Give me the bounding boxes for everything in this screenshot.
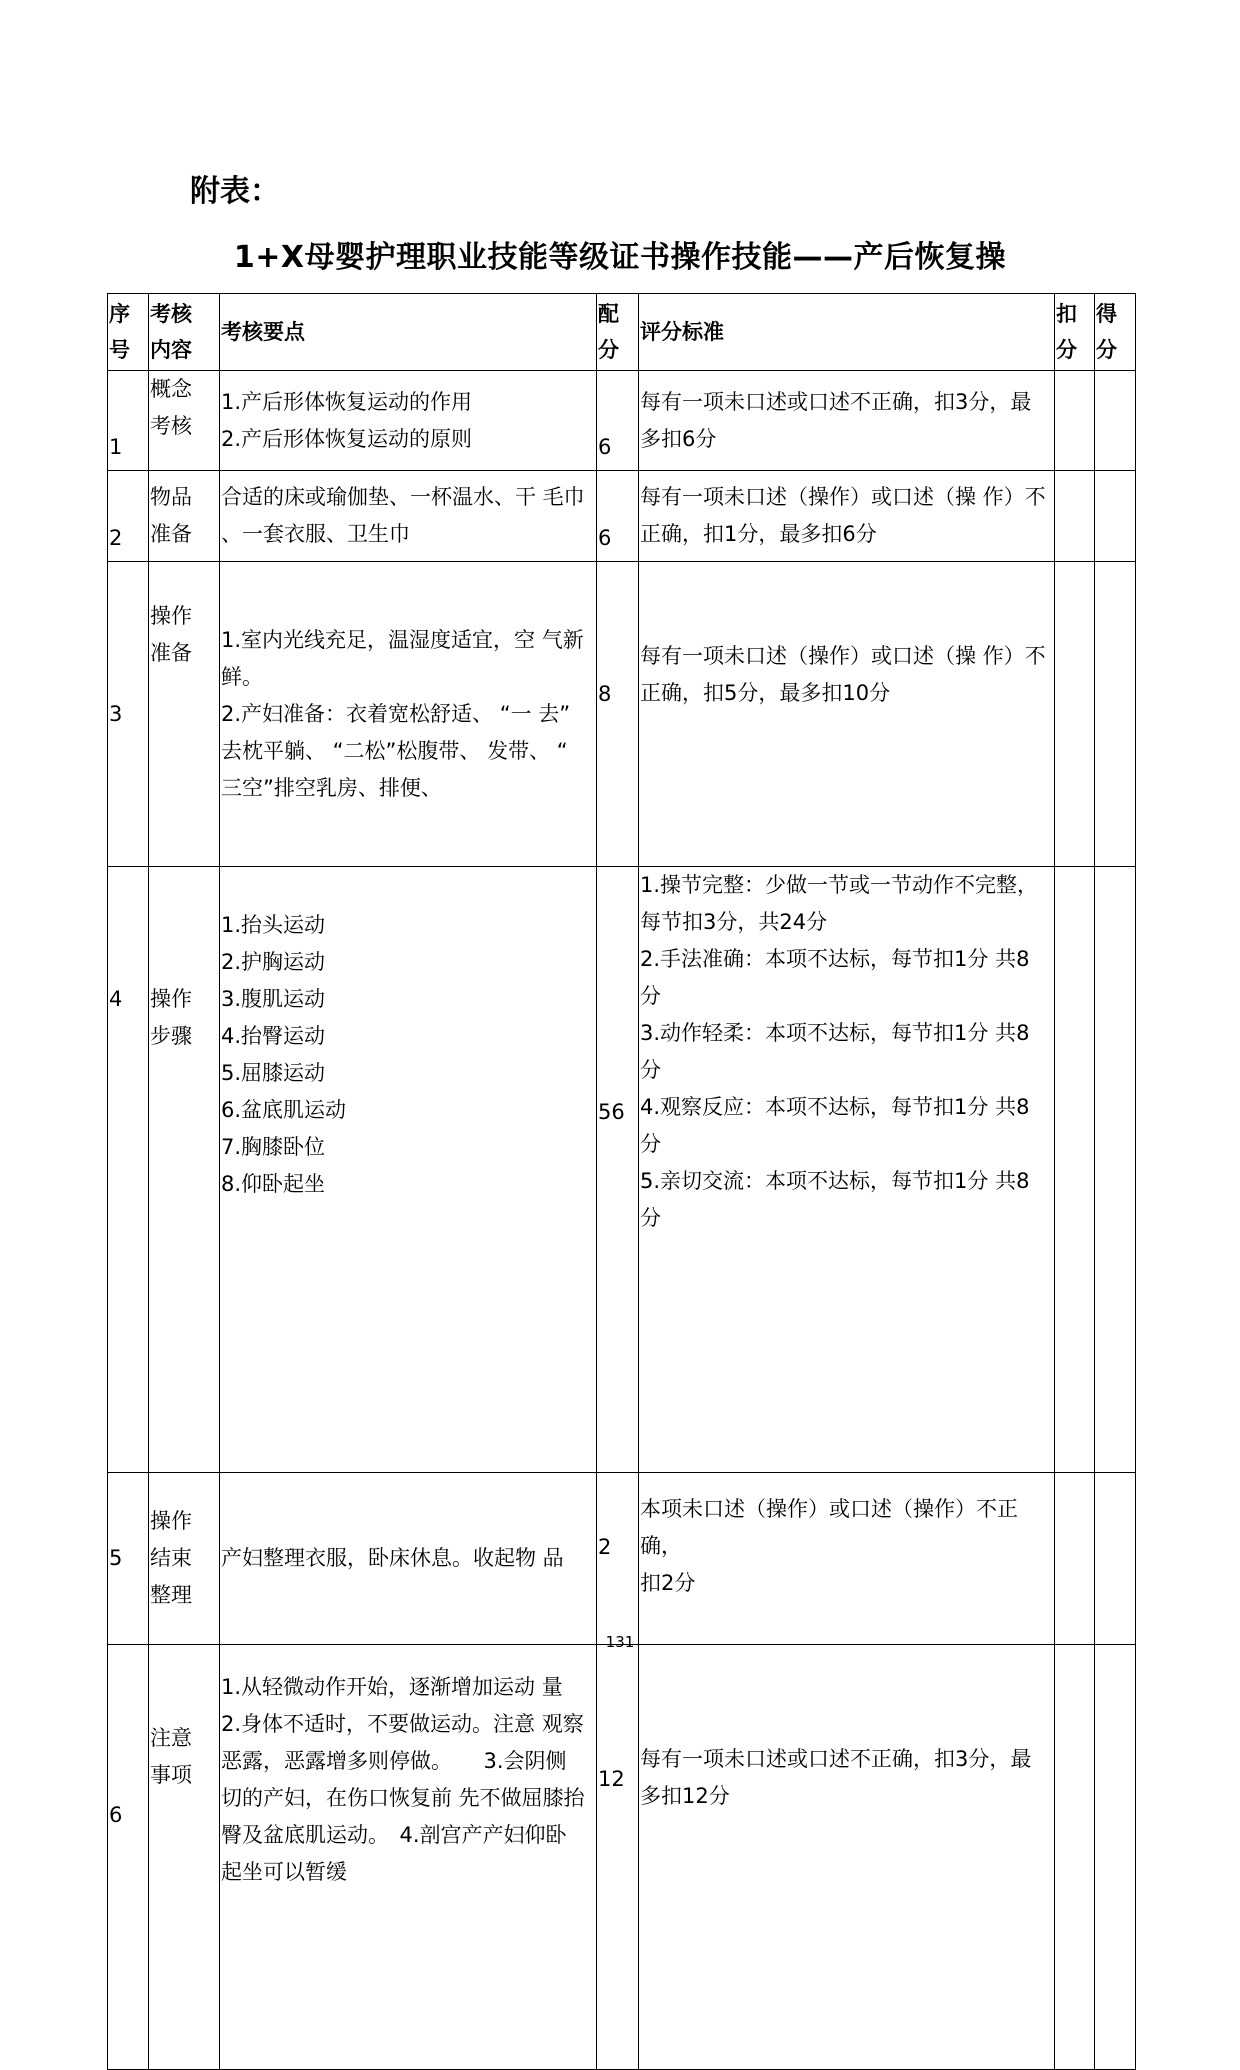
cell-content: 物品 准备 — [149, 471, 220, 562]
cell-deduct — [1055, 1473, 1095, 1645]
cell-seq: 1 — [108, 371, 149, 471]
scoring-table — [107, 293, 1136, 2070]
cell-deduct — [1055, 471, 1095, 562]
cell-seq: 2 — [108, 471, 149, 562]
cell-gain — [1095, 867, 1136, 1473]
cell-deduct — [1055, 371, 1095, 471]
table-header-row — [108, 294, 1136, 371]
cell-gain — [1095, 562, 1136, 867]
table-row — [108, 867, 1136, 1473]
cell-score: 6 — [597, 471, 639, 562]
header-deduct: 扣 分 — [1055, 294, 1095, 371]
cell-score: 2 — [597, 1473, 639, 1645]
cell-points: 1.从轻微动作开始，逐渐增加运动 量 2.身体不适时，不要做运动。注意 观察 恶露，恶露增多则停做。 3.会阴侧 切的产妇，在伤口恢复前 先不做屈膝抬 臀及盆底肌运动。 4.剖宫产产妇仰卧 起坐可以暂缓 — [220, 1645, 597, 2070]
cell-content: 操作 准备 — [149, 562, 220, 867]
cell-seq: 4 — [108, 867, 149, 1473]
cell-gain — [1095, 471, 1136, 562]
cell-criteria: 本项未口述（操作）或口述（操作）不正确， 扣2分 — [639, 1473, 1055, 1645]
appendix-label: 附表： — [190, 174, 280, 209]
cell-score: 12 — [597, 1645, 639, 2070]
cell-deduct — [1055, 1645, 1095, 2070]
cell-content: 操作 结束 整理 — [149, 1473, 220, 1645]
header-seq: 序 号 — [108, 294, 149, 371]
cell-points: 1.室内光线充足，温湿度适宜，空 气新 鲜。 2.产妇准备：衣着宽松舒适、 “一 去” 去枕平躺、 “二松”松腹带、 发带、 “ 三空”排空乳房、排便、 — [220, 562, 597, 867]
cell-content: 操作 步骤 — [149, 867, 220, 1473]
cell-criteria: 1.操节完整：少做一节或一节动作不完整， 每节扣3分，共24分 2.手法准确：本项不达标，每节扣1分 共8 分 3.动作轻柔：本项不达标，每节扣1分 共8 分 4.观察反应：本项不达标，每节扣1分 共8 分 5.亲切交流：本项不达标，每节扣1分 共8 分 — [639, 867, 1055, 1473]
cell-seq: 6 — [108, 1645, 149, 2070]
cell-seq: 3 — [108, 562, 149, 867]
document-title: 1+X母婴护理职业技能等级证书操作技能——产后恢复操 — [233, 240, 1007, 275]
cell-criteria: 每有一项未口述（操作）或口述（操 作）不 正确，扣5分，最多扣10分 — [639, 562, 1055, 867]
cell-deduct — [1055, 867, 1095, 1473]
cell-score: 56 — [597, 867, 639, 1473]
page-number: 131 — [605, 1633, 635, 1651]
header-criteria: 评分标准 — [639, 294, 1055, 371]
header-content: 考核 内容 — [149, 294, 220, 371]
cell-criteria: 每有一项未口述（操作）或口述（操 作）不 正确，扣1分，最多扣6分 — [639, 471, 1055, 562]
cell-points: 合适的床或瑜伽垫、一杯温水、干 毛巾 、一套衣服、卫生巾 — [220, 471, 597, 562]
cell-gain — [1095, 1645, 1136, 2070]
table-row — [108, 1473, 1136, 1645]
header-gain: 得 分 — [1095, 294, 1136, 371]
table-row — [108, 371, 1136, 471]
cell-points: 1.产后形体恢复运动的作用 2.产后形体恢复运动的原则 — [220, 371, 597, 471]
cell-criteria: 每有一项未口述或口述不正确，扣3分，最 多扣6分 — [639, 371, 1055, 471]
table-row — [108, 1645, 1136, 2070]
header-score: 配 分 — [597, 294, 639, 371]
cell-gain — [1095, 1473, 1136, 1645]
cell-score: 6 — [597, 371, 639, 471]
table-row — [108, 562, 1136, 867]
cell-deduct — [1055, 562, 1095, 867]
cell-seq: 5 — [108, 1473, 149, 1645]
cell-gain — [1095, 371, 1136, 471]
cell-points: 1.抬头运动 2.护胸运动 3.腹肌运动 4.抬臀运动 5.屈膝运动 6.盆底肌运动 7.胸膝卧位 8.仰卧起坐 — [220, 867, 597, 1473]
cell-score: 8 — [597, 562, 639, 867]
table-row — [108, 471, 1136, 562]
cell-criteria: 每有一项未口述或口述不正确，扣3分，最 多扣12分 — [639, 1645, 1055, 2070]
cell-content: 注意 事项 — [149, 1645, 220, 2070]
cell-points: 产妇整理衣服，卧床休息。收起物 品 — [220, 1473, 597, 1645]
header-points: 考核要点 — [220, 294, 597, 371]
cell-content: 概念 考核 — [149, 371, 220, 471]
